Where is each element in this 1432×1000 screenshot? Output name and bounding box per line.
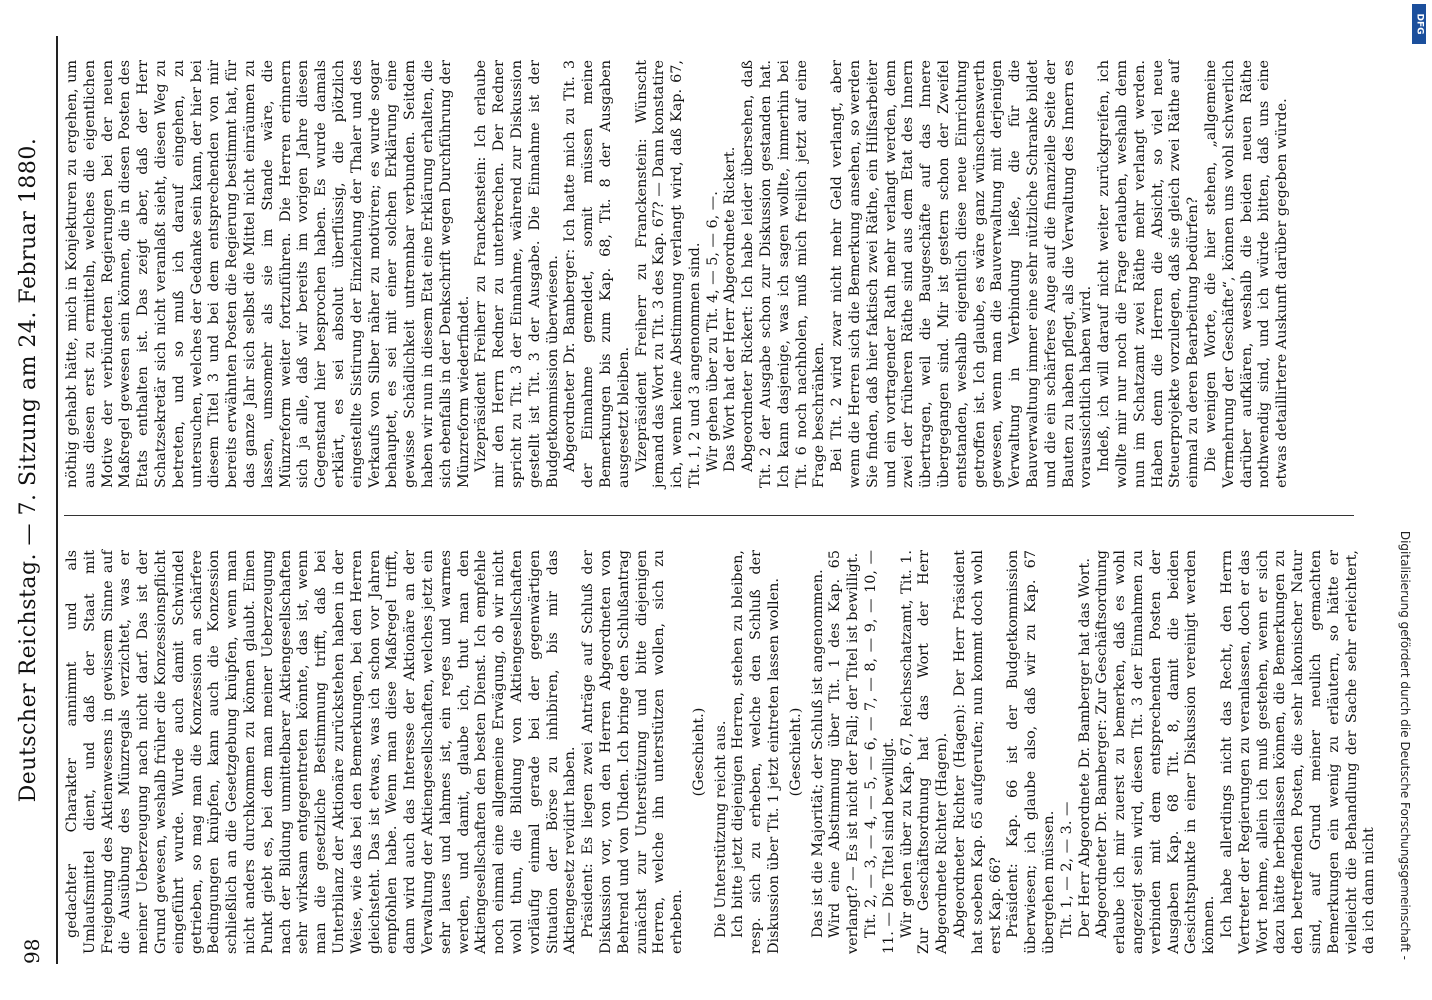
right-column	[64, 60, 1292, 488]
paragraph: Der Herr Abgeordnete Dr. Bamberger hat das Wort.	[1076, 558, 1093, 938]
stage-direction: (Geschieht.)	[787, 707, 804, 797]
paragraph: Präsident: Kap. 66 ist der Budgetkommission überwiesen; ich glaube also, daß wir zu Kap. 67 übergehen müssen.	[1005, 550, 1058, 954]
paragraph: Tit. 2, — 3, — 4, — 5, — 6, — 7, — 8, — 9, — 10, — 11. — Die Titel sind bewilligt.	[863, 550, 897, 954]
paragraph: Vizepräsident Freiherr zu Franckenstein: Wünscht jemand das Wort zu Tit. 3 des Kap. 67? — Dann konstatire ich, wenn keine Abstimmung verlangt wird, daß Kap. 67, Tit. 1, 2 und 3 angenommen sind.	[633, 60, 703, 488]
paragraph: gedachter Charakter annimmt und als Umlaufsmittel dient, und daß der Staat mit Freigebung des Aktienwesens in gewissem Sinne auf die Ausübung des Münzregals verzichtet, was er meiner Ueberzeugung nach nicht darf. Das ist der Grund gewesen, weshalb früher die Konzessionspflicht eingeführt wurde. Wurde auch damit Schwindel getrieben, so mag man die Konzession an schärfere Bedingungen knüpfen, kann auch die Konzession schließlich an die Gesetzgebung knüpfen, wenn man nicht anders durchkommen zu können glaubt. Einen Punkt giebt es, bei dem man meiner Ueberzeugung nach der Bildung unmittelbarer Aktiengesellschaften sehr wirksam entgegentreten könnte, das ist, wenn man die gesetzliche Bestimmung trifft, daß bei Unterbilanz der Aktionäre zurückstehen haben in der Weise, wie das bei den Bemerkungen, bei den Herren gleichsteht. Das ist etwas, was ich schon vor Jahren empfohlen habe. Wenn man diese Maßregel trifft, dann wird auch das Interesse der Aktionäre an der Verwaltung der Aktiengesellschaften, welches jetzt ein sehr laues und lahmes ist, ein reges und warmes werden, und damit, glaube ich, thut man den Aktiengesellschaften den besten Dienst. Ich empfehle noch einmal eine allgemeine Erwägung, ob wir nicht wohl thun, die Bildung von Aktiengesellschaften vorläufig einmal gerade bei der gegenwärtigen Situation der Börse zu inhibiren, bis mir das Aktiengesetz revidirt haben.	[64, 550, 579, 954]
paragraph: Tit. 1, — 2, — 3. —	[1058, 801, 1075, 938]
page-header	[6, 36, 58, 964]
paragraph: Vizepräsident Freiherr zu Franckenstein: Ich erlaube mir den Herrn Redner zu unterbrechen. Der Redner spricht zu Tit. 3 der Einnahme, während zur Diskussion gestellt ist Tit. 3 der Ausgabe. Die Einnahme ist der Budgetkommission überwiesen.	[473, 60, 561, 488]
paragraph: Abgeordneter Richter (Hagen): Der Herr Präsident hat soeben Kap. 65 aufgerufen; nun kommt doch wohl erst Kap. 66?	[952, 550, 1004, 954]
paragraph: Das ist die Majorität; der Schluß ist angenommen.	[809, 569, 826, 938]
paragraph: Wird eine Abstimmung über Tit. 1 des Kap. 65 verlangt? — Es ist nicht der Fall; der Titel ist bewilligt.	[827, 550, 862, 954]
paragraph: Abgeordneter Dr. Bamberger: Ich hatte mich zu Tit. 3 der Einnahme gemeldet, somit müssen meine Bemerkungen bis zum Kap. 68, Tit. 8 der Ausgaben ausgesetzt bleiben.	[562, 60, 632, 488]
dfg-logo-text: DFG	[1414, 13, 1425, 35]
page-title: Deutscher Reichstag. — 7. Sitzung am 24. Februar 1880.	[16, 137, 41, 803]
paragraph: Indeß, ich will darauf nicht weiter zurückgreifen, ich wollte mir nur noch die Frage erlauben, weshalb denn nun im Schatzamt zwei Räthe mehr verlangt werden. Haben denn die Herren die Absicht, so viel neue Steuerprojekte vorzulegen, daß sie gleich zwei Räthe auf einmal zu deren Bearbeitung bedürfen?	[1096, 60, 1202, 488]
paragraph: Ich habe allerdings nicht das Recht, den Herrn Vertreter der Regierungen zu veranlassen, doch er das Wort nehme, allein ich muß gestehen, wenn er sich dazu hätte herbeilassen können, die Bemerkungen zu den betreffenden Posten, die sehr lakonischer Natur sind, auf Grund meiner neulich gemachten Bemerkungen ein wenig zu erläutern, so hätte er vielleicht die Behandlung der Sache sehr erleichtert, da ich dann nicht	[1219, 550, 1378, 954]
paragraph: Ich bitte jetzt diejenigen Herren, stehen zu bleiben, resp. sich zu erheben, welche den Schluß der Diskussion über Tit. 1 jetzt eintreten lassen wollen.	[730, 550, 783, 954]
stage-direction: (Geschieht.)	[690, 707, 707, 797]
paragraph: Abgeordneter Rickert: Ich habe leider übersehen, daß Tit. 2 der Ausgabe schon zur Diskussion gestanden hat. Ich kann dasjenige, was ich sagen wollte, immerhin bei Tit. 6 noch nachholen, muß mich freilich jetzt auf eine Frage beschränken.	[740, 60, 828, 488]
dfg-logo	[1412, 4, 1426, 44]
paragraph: Wir gehen über zu Tit. 4, — 5, — 6, —.	[704, 191, 721, 472]
paragraph: Die Unterstützung reicht aus.	[712, 720, 729, 938]
left-column	[64, 550, 1379, 954]
paragraph: Die wenigen Worte, die hier stehen, „allgemeine Vermehrung der Geschäfte“, können uns wohl schwerlich darüber aufklären, weshalb die beiden neuen Räthe nothwendig sind, und ich würde bitten, daß uns eine etwas detaillirtere Auskunft darüber gegeben würde.	[1203, 60, 1291, 488]
column-divider	[64, 515, 1354, 516]
paragraph: Präsident: Es liegen zwei Anträge auf Schluß der Diskussion vor, von den Herren Abgeordneten von Behrend und von Uhden. Ich bringe den Schlußantrag zunächst zur Unterstützung und bitte diejenigen Herren, welche ihn unterstützen wollen, sich zu erheben.	[580, 550, 686, 954]
paragraph: Abgeordneter Dr. Bamberger: Zur Geschäftsordnung erlaube ich mir zuerst zu bemerken, daß es wohl angezeigt sein wird, diesen Tit. 3 der Einnahmen zu verbinden mit dem entsprechenden Posten der Ausgaben Kap. 68 Tit. 8, damit die beiden Gesichtspunkte in einer Diskussion vereinigt werden können.	[1094, 550, 1218, 954]
paragraph: Das Wort hat der Herr Abgeordnete Rickert.	[722, 146, 739, 472]
digitization-credit	[1398, 60, 1428, 960]
paragraph: nöthig gehabt hätte, mich in Konjekturen zu ergehen, um aus diesen erst zu ermitteln, welches die eigentlichen Motive der verbündeten Regierungen bei der neuen Maßregel gewesen sein können, die in diesen Posten des Etats enthalten ist. Das zeigt aber, daß der Herr Schatzsekretär sich nicht veranlaßt sieht, diesen Weg zu betreten, und so muß ich darauf eingehen, zu untersuchen, welches der Gedanke sein kann, der hier bei diesem Titel 3 und bei dem entsprechenden von mir bereits erwähnten Posten die Regierung bestimmt hat, für das ganze Jahr sich selbst die Mittel nicht einräumen zu lassen, umsomehr als sie im Stande wäre, die Münzreform weiter fortzuführen. Die Herren erinnern sich ja alle, daß wir bereits im vorigen Jahre diesen Gegenstand hier besprochen haben. Es wurde damals erklärt, es sei absolut überflüssig, die plötzlich eingestellte Sistirung der Einziehung der Thaler und des Verkaufs von Silber näher zu motiviren; es wurde sogar behauptet, es sei mit einer solchen Erklärung eine gewisse Schädlichkeit untrennbar verbunden. Seitdem haben wir nun in diesem Etat eine Erklärung erhalten, die sich ebenfalls in der Denkschrift wegen Durchführung der Münzreform wiederfindet.	[64, 60, 472, 488]
paragraph: Wir gehen über zu Kap. 67, Reichsschatzamt, Tit. 1. Zur Geschäftsordnung hat das Wort der Herr Abgeordnete Richter (Hagen).	[898, 550, 951, 954]
paragraph: Bei Tit. 2 wird zwar nicht mehr Geld verlangt, aber wenn die Herren sich die Bemerkung ansehen, so werden Sie finden, daß hier faktisch zwei Räthe, ein Hilfsarbeiter und ein vortragender Rath mehr verlangt werden, denn zwei der früheren Räthe sind aus dem Etat des Innern übertragen, weil die Baugeschäfte auf das Innere übergegangen sind. Mir ist gestern schon der Zweifel entstanden, weshalb eigentlich diese neue Einrichtung getroffen ist. Ich glaube, es wäre ganz wünschenswerth gewesen, wenn man die Bauverwaltung mit derjenigen Verwaltung in Verbindung ließe, die für die Bauverwaltung immer eine sehr nützliche Schranke bildet und die ein schärferes Auge auf die finanzielle Seite der Bauten zu haben pflegt, als die Verwaltung des Innern es voraussichtlich haben wird.	[829, 60, 1095, 488]
credit-text: Digitalisierung gefördert durch die Deutsche Forschungsgemeinschaft -	[1398, 530, 1412, 960]
page-number: 98	[20, 938, 44, 964]
